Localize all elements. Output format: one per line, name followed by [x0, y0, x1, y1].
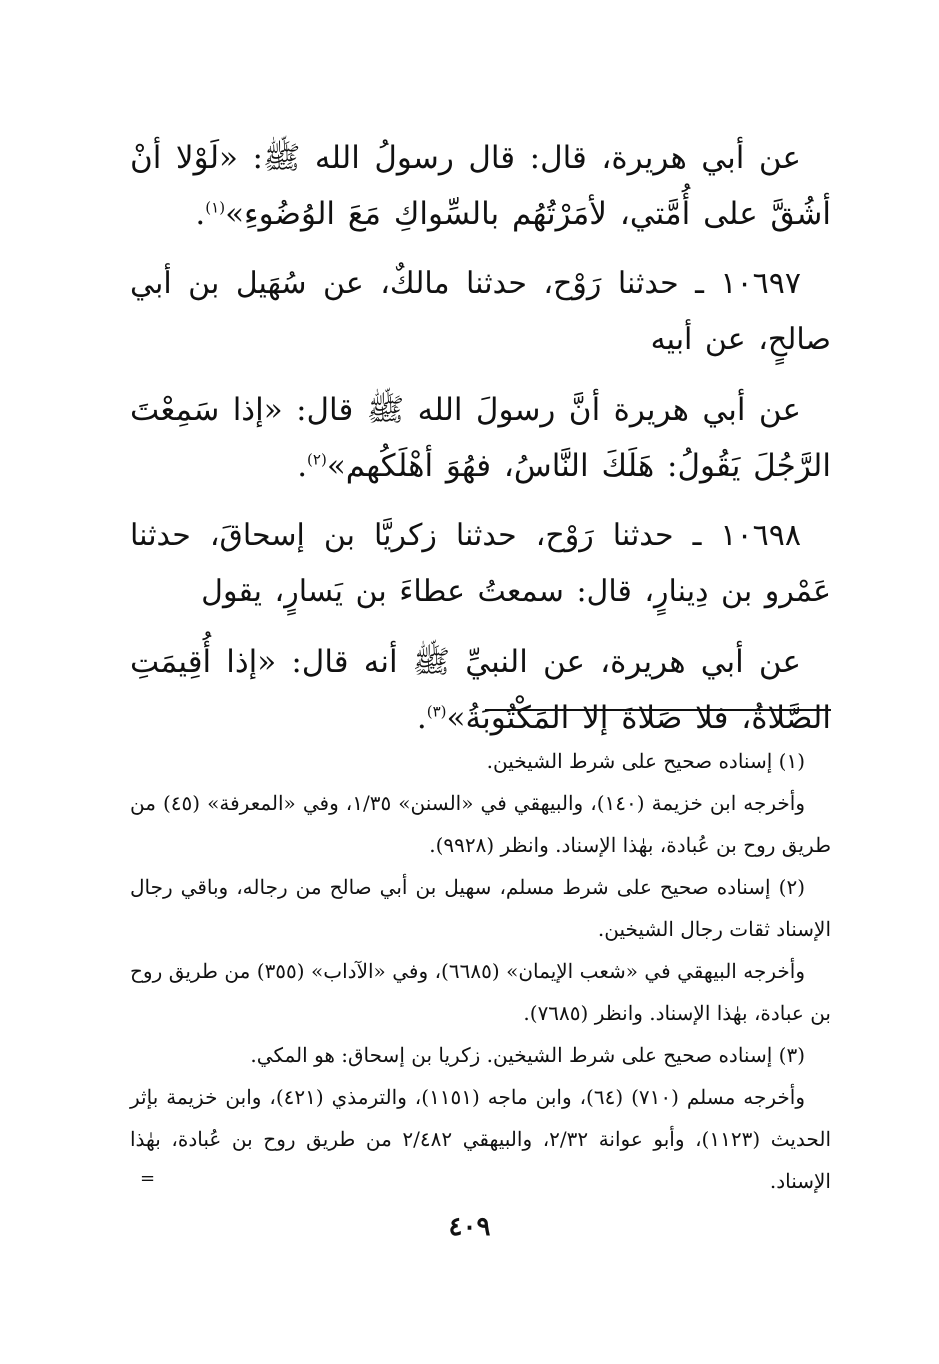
footnote-separator — [485, 709, 831, 711]
hadith-paragraph: عن أبي هريرة أنَّ رسولَ الله ﷺ قال: «إذا سَمِعْتَ الرَّجُلَ يَقُولُ: هَلَكَ النَّاسُ، فهُوَ أهْلَكُهم»$^{(٢)}$. — [130, 392, 831, 484]
footnote: وأخرجه البيهقي في «شعب الإيمان» (٦٦٨٥)، وفي «الآداب» (٣٥٥) من طريق روح بن عبادة، بهٰذا الإسناد. وانظر (٧٦٨٥). — [130, 959, 831, 1025]
footnote: وأخرجه مسلم (٧١٠) (٦٤)، وابن ماجه (١١٥١)، والترمذي (٤٢١)، وابن خزيمة بإثر الحديث (١١٢٣)، وأبو عوانة ٢/٣٢، والبيهقي ٢/٤٨٢ من طريق روح بن عُبادة، بهٰذا الإسناد. — [130, 1085, 831, 1193]
footnote: (٢) إسناده صحيح على شرط مسلم، سهيل بن أبي صالح من رجاله، وباقي رجال الإسناد ثقات رجال الشيخين. — [130, 875, 831, 941]
isnad-paragraph: ١٠٦٩٧ ـ حدثنا رَوْح، حدثنا مالكٌ، عن سُهَيل بن أبي صالحٍ، عن أبيه — [130, 266, 831, 357]
continuation-mark: = — [140, 1168, 156, 1189]
hadith-paragraph: عن أبي هريرة، قال: قال رسولُ الله ﷺ: «لَوْلا أنْ أشُقَّ على أُمَّتي، لأمَرْتُهُم بالسِّواكِ مَعَ الوُضُوءِ»$^{(١)}$. — [130, 140, 831, 232]
hadith-paragraph: عن أبي هريرة، عن النبيِّ ﷺ أنه قال: «إذا أُقِيمَتِ الصَّلاةُ، فلا صَلاةَ إلا المَكْتُوبَةُ»$^{(٣)}$. — [130, 644, 831, 736]
main-text — [130, 130, 831, 760]
footnote: (١) إسناده صحيح على شرط الشيخين. — [486, 749, 805, 773]
footnote: (٣) إسناده صحيح على شرط الشيخين. زكريا بن إسحاق: هو المكي. — [250, 1043, 805, 1067]
footnote-ref[interactable]: (٣) — [426, 702, 447, 721]
footnote: وأخرجه ابن خزيمة (١٤٠)، والبيهقي في «السنن» ١/٣٥، وفي «المعرفة» (٤٥) من طريق روح بن عُبادة، بهٰذا الإسناد. وانظر (٩٩٢٨). — [130, 791, 831, 857]
isnad-paragraph: ١٠٦٩٨ ـ حدثنا رَوْح، حدثنا زكريَّا بن إسحاقَ، حدثنا عَمْرو بن دِينارٍ، قال: سمعتُ عطاءَ بن يَسارٍ، يقول — [130, 518, 831, 609]
footnote-ref[interactable]: (٢) — [307, 450, 327, 469]
footnote-ref[interactable]: (١) — [205, 198, 226, 217]
page-number: ٤٠٩ — [448, 1212, 491, 1242]
footnotes — [130, 740, 831, 1202]
